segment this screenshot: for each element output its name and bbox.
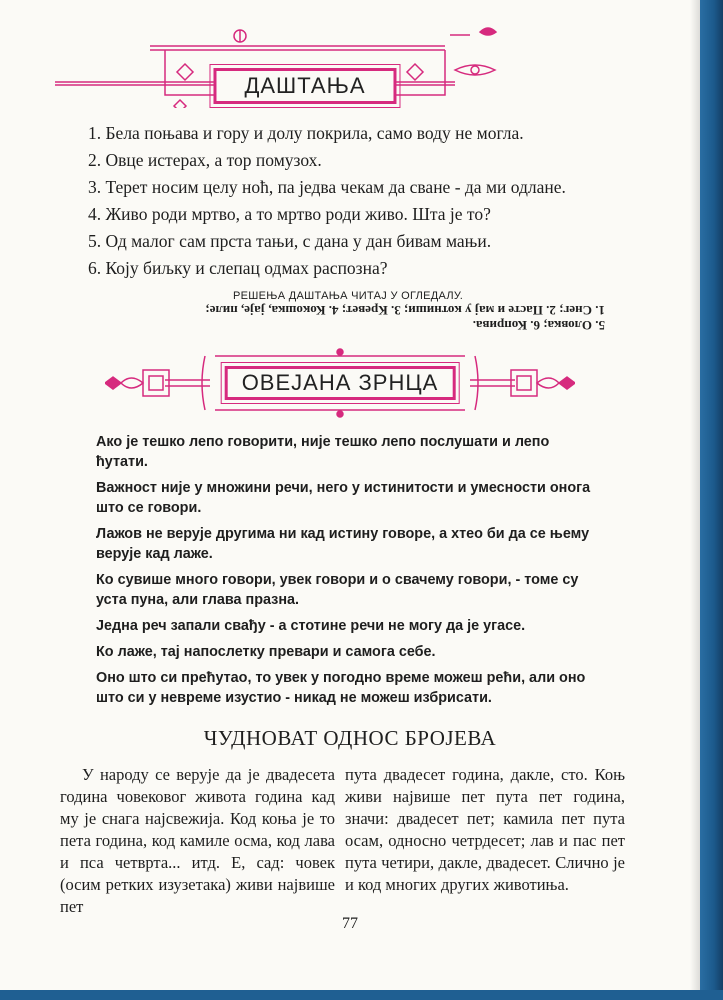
saying-item: Лажов не верује другима ни кад истину говоре, а хтео би да се њему верује кад лаже. bbox=[96, 526, 590, 562]
riddle-item: 6. Коју биљку и слепац одмах распозна? bbox=[88, 258, 388, 278]
saying-item: Важност није у множини речи, него у истинитости и умесности онога што се говори. bbox=[96, 480, 591, 516]
numbers-section-title: ЧУДНОВАТ ОДНОС БРОЈЕВА bbox=[203, 726, 497, 750]
saying-item: Ако је тешко лепо говорити, није тешко лепо послушати и лепо ћутати. bbox=[96, 434, 550, 470]
book-cover-edge bbox=[700, 0, 723, 1000]
riddles-title-frame bbox=[213, 68, 396, 104]
page-gutter-shadow bbox=[690, 0, 700, 1000]
sayings-title: ОВЕЈАНА ЗРНЦА bbox=[241, 370, 439, 395]
riddle-item: 5. Од малог сам прста тањи, с дана у дан бивам мањи. bbox=[88, 231, 492, 251]
riddle-item: 4. Живо роди мртво, а то мртво роди живо. Шта је то? bbox=[88, 204, 491, 224]
saying-item: Једна реч запали свађу - а стотине речи не могу да је угасе. bbox=[96, 618, 526, 634]
sayings-list bbox=[96, 432, 596, 714]
article-column-left: У народу се верује да је двадесета година човековог живота година кад му је снага најсвежија. Код коња је то пета година, код камиле осма, код лава и пса четврта... итд. Е, сад: човек (осим ретких изузетака) живи највише пет bbox=[60, 765, 335, 916]
saying-item: Оно што си прећутао, то увек у погодно време можеш рећи, али оно што си у невреме изустио - никад не можеш избрисати. bbox=[96, 670, 586, 706]
sayings-title-frame bbox=[225, 366, 456, 400]
riddles-list bbox=[88, 120, 648, 282]
saying-item: Ко лаже, тај напослетку превари и самога себе. bbox=[96, 644, 436, 660]
riddle-item: 2. Овце истерах, а тор помузох. bbox=[88, 150, 322, 170]
saying-item: Ко сувише много говори, увек говори и о свачему говори, - томе су уста пуна, али глава празна. bbox=[96, 572, 579, 608]
solutions-note: РЕШЕЊА ДАШТАЊА ЧИТАЈ У ОГЛЕДАЛУ. bbox=[233, 290, 464, 302]
solution-line: 5. Оловка; 6. Коприва. bbox=[472, 318, 605, 333]
sayings-header bbox=[105, 348, 575, 418]
riddle-item: 3. Терет носим целу ноћ, па једва чекам да сване - да ми одлане. bbox=[88, 177, 566, 197]
page-number: 77 bbox=[342, 915, 358, 932]
solution-line: 1. Снег; 2. Пасте и мај у котниши; 3. Кревет; 4. Кокошка, јаје, пиле; bbox=[205, 303, 605, 318]
riddles-title: ДАШТАЊА bbox=[244, 73, 366, 98]
riddles-header bbox=[55, 20, 555, 108]
mirrored-solutions bbox=[85, 303, 605, 333]
book-cover-bottom-edge bbox=[0, 990, 723, 1000]
article-column-right: пута двадесет година, дакле, сто. Коњ живи највише пет пута пет година, значи: двадесет пет; камила пет пута осам, односно четрдесет; лав и пас пет пута четири, дакле, двадесет. Слично је и код многих других животиња. bbox=[345, 765, 625, 894]
riddle-item: 1. Бела поњава и гору и долу покрила, само воду не могла. bbox=[88, 123, 524, 143]
